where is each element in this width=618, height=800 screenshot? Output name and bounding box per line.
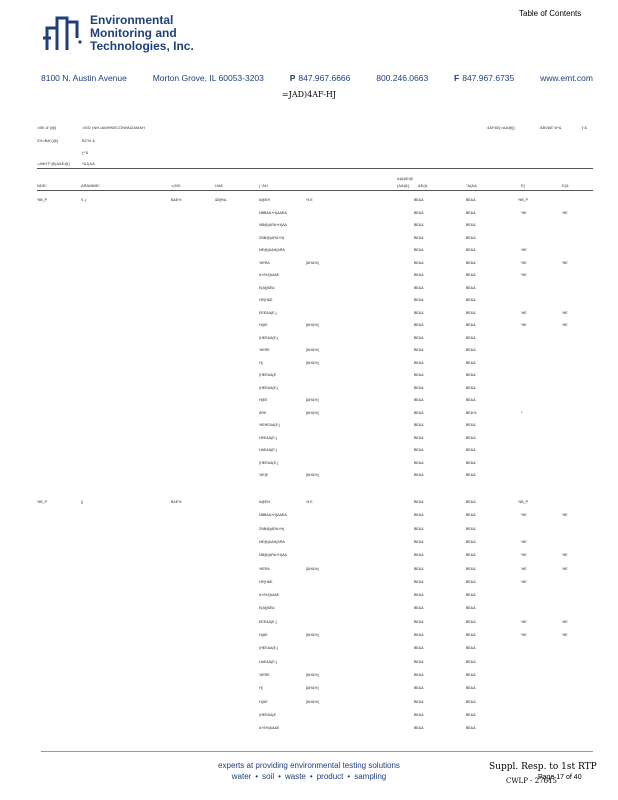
table-cell-v2: BE&& [466, 273, 476, 277]
column-header: E(& [562, 183, 569, 188]
table-cell-name: NBBAA+H(AARA [259, 210, 287, 215]
table-cell-v4: %E [562, 619, 568, 624]
document-title: =JAD)4AF-HJ [281, 90, 337, 99]
table-cell-v1: BE&& [414, 235, 424, 240]
table-cell-name: ARE [259, 410, 267, 415]
table-cell-name: (HEE&A(E,( [259, 646, 279, 651]
tollfree-number: 800.246.0663 [376, 73, 429, 83]
separator-dot-icon: • [309, 772, 313, 781]
table-cell-v1: BE&& [414, 500, 424, 504]
table-cell-name: H[ [259, 686, 263, 691]
table-cell-name: NB@(ARA+H(AA [259, 223, 287, 227]
table-cell-v3: %E [521, 553, 527, 558]
table-cell-v3: %E [521, 248, 527, 252]
sample-code: B&E% [171, 198, 182, 202]
table-cell-v4: %E [562, 513, 568, 518]
table-cell-v1: BE&& [414, 460, 424, 465]
table-cell-v1: BE&& [414, 672, 424, 677]
table-cell-sub: ]&H&%( [306, 699, 319, 704]
table-cell-v1: BE&& [414, 633, 424, 637]
table-cell-v2: BE&& [466, 646, 476, 651]
table-cell-name: %ERA [259, 566, 270, 571]
table-cell-sub: ]&H&%( [306, 686, 319, 691]
table-cell-v1: BE&& [414, 686, 424, 691]
table-cell-v1: BE&& [414, 248, 424, 252]
table-cell-sub: ]&H&%( [306, 473, 319, 477]
phone [290, 73, 351, 83]
column-header: =(HD [171, 183, 181, 188]
table-cell-v1: BE&& [414, 298, 424, 302]
contact-bar [41, 73, 593, 83]
column-subheader: A@AE@ [397, 176, 414, 181]
table-cell-v4: %E [562, 553, 568, 558]
table-cell-v2: BE&& [466, 310, 476, 315]
table-cell-v1: BE&& [414, 699, 424, 704]
table-cell-v3: %E [521, 273, 527, 277]
page-number: Page 17 of 40 [538, 774, 582, 781]
table-cell-name: HAE&A(E,( [259, 659, 277, 664]
phone-number: 847.967.6666 [298, 73, 351, 83]
table-cell-name: E(A)(BE& [259, 285, 275, 290]
table-cell-v2: BE&& [466, 360, 476, 365]
separator-dot-icon: • [278, 772, 281, 781]
address: 8100 N. Austin Avenue [41, 73, 127, 83]
table-cell-name: HEE&A(E,( [259, 435, 277, 440]
table-cell-v1: BE&& [414, 566, 424, 571]
table-cell-v1: BE&& [414, 726, 424, 731]
table-cell-name: A@EH [259, 500, 271, 504]
table-cell-name: H(AE [259, 699, 268, 704]
table-cell-sub: ]&H&%( [306, 672, 319, 677]
table-cell-v2: BE&& [466, 298, 476, 302]
table-cell-v2: BE&& [466, 659, 476, 664]
table-cell-sub: ]&H&%( [306, 323, 319, 327]
table-cell-v4: %E [562, 210, 568, 215]
website-link[interactable]: www.emt.com [540, 73, 593, 83]
table-cell-name: (HEE&A(E [259, 373, 276, 377]
table-cell-v1: BE&& [414, 539, 424, 544]
table-cell-v2: BE&& [466, 699, 476, 704]
table-cell-sub: ]&H&%( [306, 398, 319, 402]
table-cell-v1: BE&& [414, 285, 424, 290]
table-cell-v1: BE&& [414, 619, 424, 624]
table-cell-name: HAE&A(E,( [259, 448, 277, 452]
table-cell-v1: BE&& [414, 373, 424, 377]
table-cell-v2: BE&& [466, 348, 476, 352]
column-header: E( [521, 183, 525, 188]
table-cell-name: H(AE [259, 633, 268, 637]
table-cell-v2: BE&& [466, 686, 476, 691]
table-cell-name: NE@(A&H(ARA [259, 248, 285, 252]
table-cell-name: %ERE [259, 348, 270, 352]
table-cell-v1: BE&& [414, 513, 424, 518]
table-cell-v1: BE&& [414, 435, 424, 440]
table-cell-name: A+EH(AA&E [259, 273, 280, 277]
company-line: Technologies, Inc. [90, 39, 194, 53]
city: Morton Grove, IL 60053-3203 [152, 73, 264, 83]
table-cell-v1: BE&& [414, 273, 424, 277]
company-name [90, 14, 194, 53]
sample-sub: (| [81, 500, 84, 504]
table-cell-v2: BE&& [466, 513, 476, 518]
table-cell-name: EEE&A(E,( [259, 619, 277, 624]
table-cell-v2: BE&% [466, 410, 477, 415]
table-cell-v1: BE&& [414, 579, 424, 584]
table-cell-sub: ]&H&%( [306, 348, 319, 352]
table-cell-name: ZNB@(ARA+H( [259, 235, 285, 240]
fax-number: 847.967.6735 [462, 73, 515, 83]
service-item: product [316, 772, 344, 781]
table-cell-name: (HEE&A(E,( [259, 335, 279, 340]
bates-stamp-line2: CWLP - 27615 [506, 777, 557, 785]
emt-logo-icon [41, 14, 85, 52]
table-cell-v2: BE&& [466, 323, 476, 327]
table-cell-v4: %E [562, 323, 568, 327]
sample-code: B&E% [171, 500, 182, 504]
table-cell-v2: BE&& [466, 593, 476, 598]
separator-dot-icon: • [347, 772, 351, 781]
sample-date: &B]%& [215, 198, 227, 202]
meta-row [37, 125, 145, 130]
table-cell-v4: %E [562, 260, 568, 265]
table-cell-name: HE(H&E [259, 298, 273, 302]
fax-label: F [454, 73, 460, 83]
table-cell-name: NE@(A&H(ARA [259, 539, 285, 544]
table-cell-name: %ERA [259, 260, 270, 265]
table-cell-v2: BE&& [466, 423, 476, 427]
table-cell-name: NBBAA+H(AARA [259, 513, 287, 518]
column-header: (AA@] [397, 183, 409, 188]
table-cell-v3: %E [521, 633, 527, 637]
table-cell-v4: %E [562, 310, 568, 315]
table-cell-v1: BE&& [414, 526, 424, 531]
table-cell-sub: ]&H&%( [306, 633, 319, 637]
sample-id: %B_P [37, 500, 47, 504]
table-cell-v1: BE&& [414, 553, 424, 558]
table-cell-v2: BE&& [466, 373, 476, 377]
table-cell-v3: %E [521, 260, 527, 265]
table-cell-name: %E(E [259, 473, 269, 477]
company-line: Environmental [90, 13, 174, 27]
table-cell-name: NB@(ARA+H(AA [259, 553, 287, 558]
column-header: ( 'AH [259, 183, 268, 188]
meta-right-2: ABVAE"A*& [540, 125, 562, 130]
service-item: water [231, 772, 252, 781]
tagline-text: experts at providing environmental testing solutions [218, 761, 400, 770]
table-cell-v1: BE&& [414, 210, 424, 215]
table-cell-v1: BE&& [414, 260, 424, 265]
table-cell-v1: BE&& [414, 348, 424, 352]
table-cell-v1: BE&& [414, 473, 424, 477]
company-line: Monitoring and [90, 26, 177, 40]
table-cell-sub: % E [306, 500, 313, 504]
table-cell-v2: BE&& [466, 500, 476, 504]
table-cell-v2: BE&& [466, 473, 476, 477]
meta-right-1: 4AF4E(>AA@]) [487, 125, 515, 130]
table-cell-v1: BE&& [414, 385, 424, 390]
table-cell-name: HE(H&E [259, 579, 273, 584]
table-cell-v2: BE&& [466, 539, 476, 544]
table-cell-v2: BE&& [466, 448, 476, 452]
bates-stamp-line1: Suppl. Resp. to 1st RTP [489, 762, 597, 772]
fax [454, 73, 514, 83]
sample-id: %B_P [37, 198, 47, 202]
table-cell-v1: BE&& [414, 398, 424, 402]
table-cell-v2: BE&& [466, 235, 476, 240]
meta-right-3: ]"& [582, 125, 588, 130]
table-cell-v2: BE&& [466, 248, 476, 252]
table-cell-name: ZNB@(ARA+H( [259, 526, 285, 531]
table-cell-v1: BE&& [414, 310, 424, 315]
table-cell-v3: * [521, 410, 523, 415]
column-header: NDE/ [37, 183, 47, 188]
sample-result: %B_P [518, 500, 528, 504]
table-cell-name: A+EH(AA&E [259, 726, 280, 731]
table-cell-v2: BE&& [466, 606, 476, 611]
meta-value: *&J(A& [82, 161, 95, 166]
table-cell-v2: BE&& [466, 385, 476, 390]
table-cell-name: (HEE&A(E,( [259, 385, 279, 390]
table-cell-v2: BE&& [466, 633, 476, 637]
table-cell-sub: ]&H&%( [306, 410, 319, 415]
table-cell-name: EEE&A(E,( [259, 310, 277, 315]
column-header: ARAMME/ [81, 183, 100, 188]
table-cell-v1: BE&& [414, 360, 424, 365]
header-rule-bottom [37, 190, 593, 191]
table-cell-v1: BE&& [414, 423, 424, 427]
table-cell-name: H[ [259, 360, 263, 365]
table-cell-v1: BE&& [414, 323, 424, 327]
service-item: soil [262, 772, 275, 781]
table-cell-sub: ]&H&%( [306, 360, 319, 365]
table-cell-v1: BE&& [414, 712, 424, 717]
column-header: &E(A [418, 183, 428, 188]
sample-result: %B_P [518, 198, 528, 202]
table-cell-v1: BE&& [414, 646, 424, 651]
table-cell-v2: BE&& [466, 223, 476, 227]
table-cell-v2: BE&& [466, 460, 476, 465]
table-cell-v1: BE&& [414, 223, 424, 227]
table-cell-sub: ]&H&%( [306, 260, 319, 265]
table-cell-name: %EHE&A(E,( [259, 423, 281, 427]
table-cell-sub: % E [306, 198, 313, 202]
table-cell-v2: BE&& [466, 335, 476, 340]
table-of-contents-link[interactable]: Table of Contents [519, 9, 582, 18]
table-cell-v1: BE&& [414, 335, 424, 340]
table-cell-name: (HEE&A(E,( [259, 460, 279, 465]
separator-dot-icon: • [255, 772, 259, 781]
header-rule-top [37, 168, 593, 169]
table-cell-v1: BE&& [414, 448, 424, 452]
table-cell-name: A+EH(AA&E [259, 593, 280, 598]
meta-value: =E/D (NH-IAMHNECONNNZAMAH [82, 125, 145, 130]
footer-rule [41, 751, 593, 752]
table-cell-name: H(AE [259, 323, 268, 327]
meta-label: =A9HT"@(AAE@] [37, 161, 70, 166]
table-cell-v4: %E [562, 633, 568, 637]
table-cell-v2: BE&& [466, 398, 476, 402]
table-cell-v2: BE&& [466, 553, 476, 558]
service-item: sampling [354, 772, 387, 781]
table-cell-v2: BE&& [466, 726, 476, 731]
table-cell-v3: %E [521, 210, 527, 215]
table-cell-v4: %E [562, 566, 568, 571]
table-cell-name: (HEE&A(E [259, 712, 276, 717]
table-cell-v3: %E [521, 566, 527, 571]
table-cell-sub: ]&H&%( [306, 566, 319, 571]
table-cell-v2: BE&& [466, 566, 476, 571]
phone-label: P [289, 73, 296, 83]
table-cell-v3: %E [521, 310, 527, 315]
meta-row [37, 161, 95, 166]
table-cell-v1: BE&& [414, 410, 424, 415]
table-cell-v1: BE&& [414, 606, 424, 611]
service-item: waste [284, 772, 306, 781]
table-cell-v3: %E [521, 619, 527, 624]
table-cell-v1: BE&& [414, 593, 424, 598]
table-cell-v2: BE&& [466, 579, 476, 584]
table-cell-name: %ERE [259, 672, 270, 677]
table-cell-v2: BE&& [466, 198, 476, 202]
table-cell-v2: BE&& [466, 260, 476, 265]
meta-value: B2'% & [82, 138, 95, 143]
table-cell-v3: %E [521, 579, 527, 584]
table-cell-name: E(A)(BE& [259, 606, 275, 611]
table-cell-v1: BE&& [414, 198, 424, 202]
table-cell-v2: BE&& [466, 210, 476, 215]
column-header: HAE [215, 183, 224, 188]
table-cell-v2: BE&& [466, 285, 476, 290]
table-cell-v2: BE&& [466, 619, 476, 624]
table-cell-name: H[EE [259, 398, 268, 402]
table-cell-v1: BE&& [414, 659, 424, 664]
meta-label: =BE A"(@] [37, 125, 57, 130]
table-cell-v3: %E [521, 513, 527, 518]
meta-value: (*'& [82, 150, 89, 155]
column-header: "A(AA [466, 183, 477, 188]
table-cell-v2: BE&& [466, 712, 476, 717]
table-cell-name: A@EH [259, 198, 271, 202]
meta-row [37, 138, 95, 143]
table-cell-v3: %E [521, 539, 527, 544]
table-cell-v3: %E [521, 323, 527, 327]
table-cell-v2: BE&& [466, 526, 476, 531]
meta-label: ZH>BA"(@] [37, 138, 58, 143]
sample-sub: S ,| [81, 198, 87, 202]
table-cell-v2: BE&& [466, 672, 476, 677]
table-cell-v2: BE&& [466, 435, 476, 440]
